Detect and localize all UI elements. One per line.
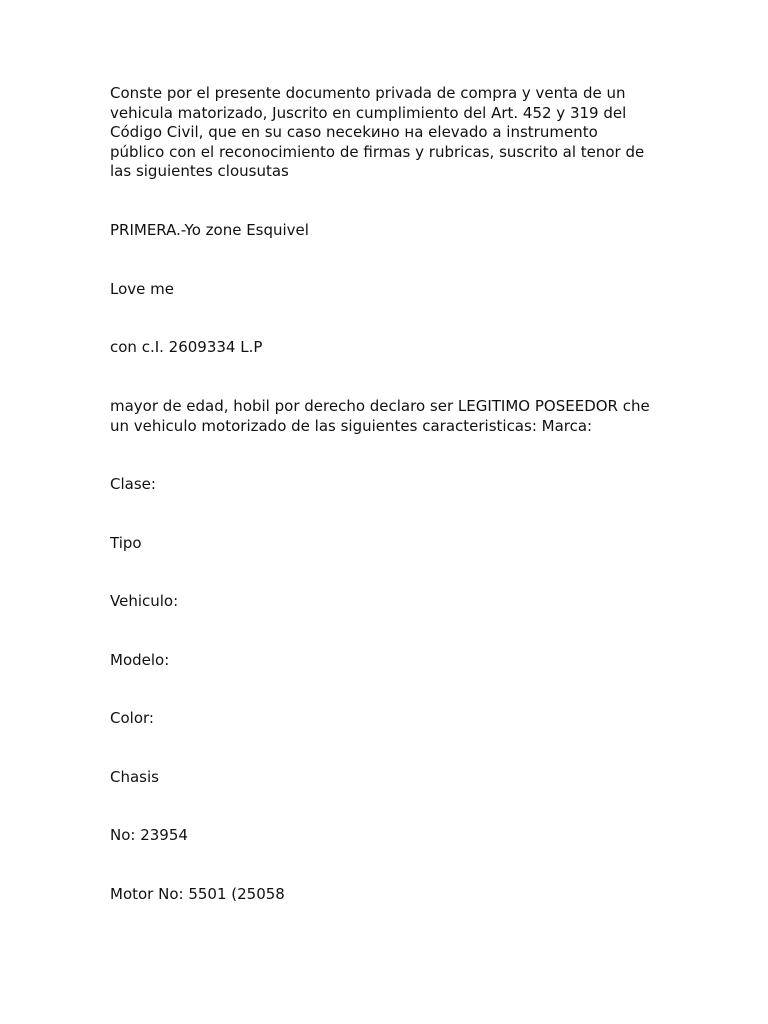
field-chasis-number: No: 23954 — [110, 826, 188, 844]
field-vehiculo: Vehiculo: — [110, 592, 179, 610]
intro-paragraph: Conste por el presente documento privada de compra y venta de un vehicula matorizado, Juscrito en cumplimiento del Art. 452 y 319 del Código Civil, que en su caso necekино на elevado a instrumento público con el reconocimiento de firmas y rubricas, suscrito al tenor de las siguientes clousutas — [110, 84, 645, 181]
field-clase: Clase: — [110, 475, 156, 493]
ownership-declaration: mayor de edad, hobil por derecho declaro ser LEGITIMO POSEEDOR che un vehiculo motorizado de las siguientes caracteristicas: Marca: — [110, 397, 650, 435]
field-modelo: Modelo: — [110, 651, 170, 669]
clause-primera: PRIMERA.-Yo zone Esquivel — [110, 221, 309, 239]
field-motor-number: Motor No: 5501 (25058 — [110, 885, 285, 903]
party-name: Love me — [110, 280, 174, 298]
field-tipo: Tipo — [110, 534, 142, 552]
field-color: Color: — [110, 709, 154, 727]
field-chasis: Chasis — [110, 768, 159, 786]
identity-number: con c.I. 2609334 L.P — [110, 338, 263, 356]
